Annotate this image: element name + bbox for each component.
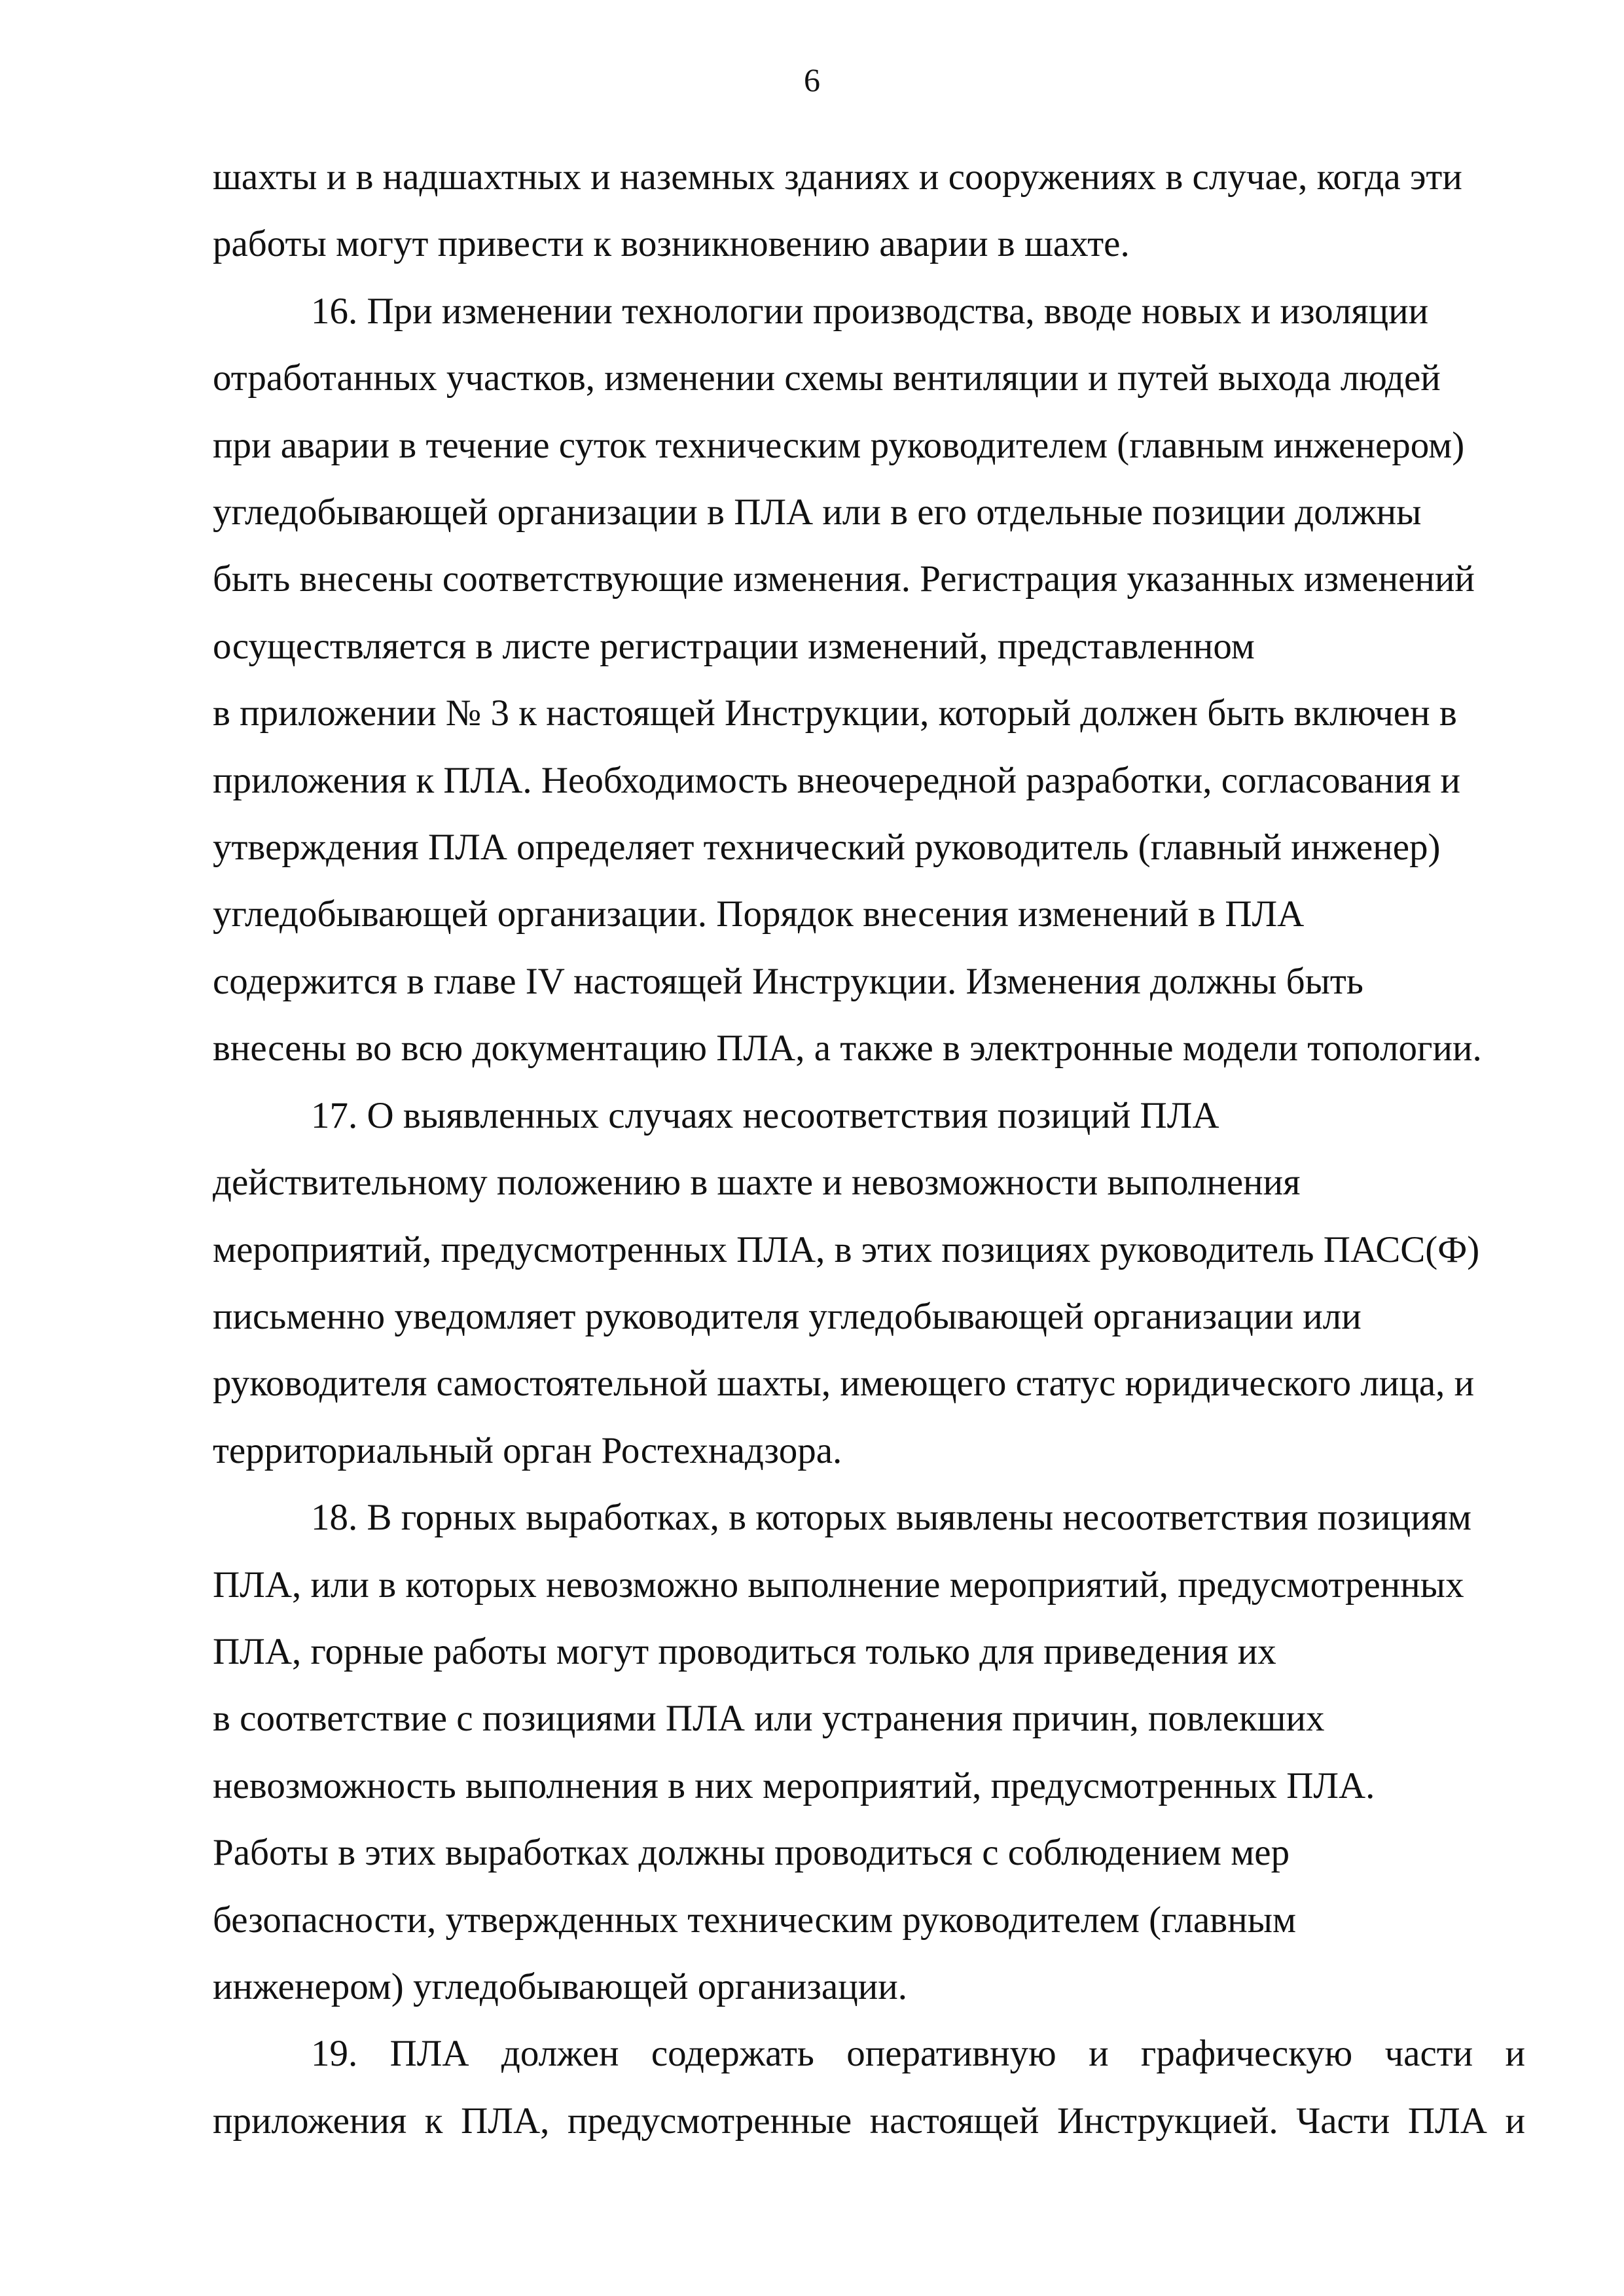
- text-line: территориальный орган Ростехнадзора.: [213, 1429, 842, 1471]
- text-line: быть внесены соответствующие изменения. Регистрация указанных изменений: [213, 558, 1475, 600]
- text-line: невозможность выполнения в них мероприятий, предусмотренных ПЛА.: [213, 1765, 1375, 1806]
- text-line: ПЛА, или в которых невозможно выполнение мероприятий, предусмотренных: [213, 1564, 1464, 1605]
- document-body: [213, 144, 1525, 2155]
- text-line: мероприятий, предусмотренных ПЛА, в этих позициях руководитель ПАСС(Ф): [213, 1229, 1480, 1270]
- text-line: осуществляется в листе регистрации изменений, представленном: [213, 625, 1255, 667]
- text-line: ПЛА, горные работы могут проводиться только для приведения их: [213, 1630, 1276, 1672]
- text-line: утверждения ПЛА определяет технический руководитель (главный инженер): [213, 827, 1441, 869]
- text-line: угледобывающей организации. Порядок внесения изменений в ПЛА: [213, 893, 1305, 935]
- text-line: инженером) угледобывающей организации.: [213, 1965, 907, 2007]
- text-line: письменно уведомляет руководителя угледобывающей организации или: [213, 1295, 1362, 1337]
- paragraph-continued: [213, 144, 1525, 278]
- paragraph-item-16: [213, 278, 1525, 1083]
- text-line: 17. О выявленных случаях несоответствия позиций ПЛА: [311, 1094, 1219, 1136]
- paragraph-item-19: [213, 2020, 1525, 2155]
- text-line: Работы в этих выработках должны проводиться с соблюдением мер: [213, 1832, 1290, 1874]
- text-line: 18. В горных выработках, в которых выявлены несоответствия позициям: [311, 1497, 1471, 1539]
- paragraph-item-17: [213, 1083, 1525, 1484]
- text-line: 19. ПЛА должен содержать оперативную и графическую части и: [311, 2033, 1525, 2075]
- text-line: 16. При изменении технологии производства, вводе новых и изоляции: [311, 290, 1429, 332]
- text-line: в соответствие с позициями ПЛА или устранения причин, повлекших: [213, 1698, 1325, 1740]
- text-line: шахты и в надшахтных и наземных зданиях и сооружениях в случае, когда эти: [213, 156, 1462, 198]
- text-line: внесены во всю документацию ПЛА, а также в электронные модели топологии.: [213, 1028, 1482, 1069]
- text-line: приложения к ПЛА. Необходимость внеочередной разработки, согласования и: [213, 759, 1461, 801]
- text-line: руководителя самостоятельной шахты, имеющего статус юридического лица, и: [213, 1363, 1475, 1405]
- text-line: работы могут привести к возникновению аварии в шахте.: [213, 223, 1130, 265]
- text-line: в приложении № 3 к настоящей Инструкции, который должен быть включен в: [213, 692, 1457, 734]
- text-line: содержится в главе IV настоящей Инструкции. Изменения должны быть: [213, 960, 1363, 1002]
- page-number: 6: [804, 62, 820, 98]
- text-line: безопасности, утвержденных техническим руководителем (главным: [213, 1899, 1297, 1941]
- text-line: отработанных участков, изменении схемы вентиляции и путей выхода людей: [213, 357, 1441, 399]
- text-line: при аварии в течение суток техническим руководителем (главным инженером): [213, 424, 1465, 466]
- text-line: угледобывающей организации в ПЛА или в его отдельные позиции должны: [213, 492, 1422, 533]
- text-line: приложения к ПЛА, предусмотренные настоящей Инструкцией. Части ПЛА и: [213, 2100, 1525, 2142]
- paragraph-item-18: [213, 1484, 1525, 2020]
- text-line: действительному положению в шахте и невозможности выполнения: [213, 1162, 1301, 1204]
